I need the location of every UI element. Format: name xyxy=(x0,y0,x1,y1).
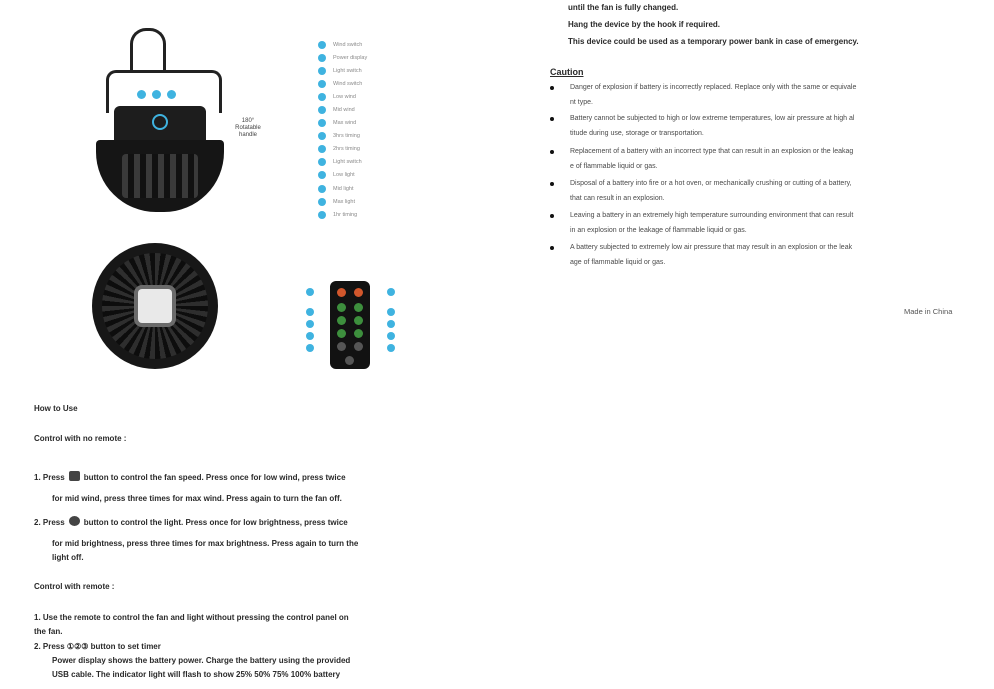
legend-item: Max light xyxy=(318,195,428,208)
legend-dot-icon xyxy=(318,80,326,88)
remote-button-icon xyxy=(354,303,363,312)
made-in-label: Made in China xyxy=(904,307,953,316)
function-legend xyxy=(318,38,428,221)
power-display-text: Power display shows the battery power. Charge the battery using the provided xyxy=(52,656,351,665)
callout-dot-icon xyxy=(306,344,314,352)
remote-instruction-1-cont: the fan. xyxy=(34,627,63,636)
legend-dot-icon xyxy=(318,171,326,179)
legend-item: Max wind xyxy=(318,117,428,130)
remote-button-icon xyxy=(337,303,346,312)
no-remote-heading: Control with no remote : xyxy=(34,434,127,443)
legend-dot-icon xyxy=(318,41,326,49)
bullet-icon xyxy=(550,86,554,90)
remote-power-button-icon xyxy=(337,288,346,297)
usage-note: This device could be used as a temporary power bank in case of emergency. xyxy=(568,37,859,46)
remote-button-icon xyxy=(337,329,346,338)
legend-dot-icon xyxy=(318,106,326,114)
legend-dot-icon xyxy=(318,67,326,75)
indicator-lights xyxy=(137,90,176,99)
callout-dot-icon xyxy=(387,288,395,296)
caution-bullet: A battery subjected to extremely low air pressure that may result in an explosion or the leak age of flammable liquid or gas. xyxy=(550,240,975,270)
led-light-panel xyxy=(138,289,172,323)
caution-bullet: Danger of explosion if battery is incorrectly replaced. Replace only with the same or equivale nt type. xyxy=(550,80,975,110)
legend-item: 2hrs timing xyxy=(318,143,428,156)
fan-grille xyxy=(122,154,198,198)
caution-title: Caution xyxy=(550,67,584,77)
remote-instruction-2: 2. Press ①②③ button to set timer xyxy=(34,642,161,651)
remote-instruction-1: 1. Use the remote to control the fan and light without pressing the control panel on xyxy=(34,613,349,622)
callout-dot-icon xyxy=(387,320,395,328)
remote-control-illustration xyxy=(330,281,370,369)
handle-callout: 180° Rotatable handle xyxy=(235,118,261,138)
instruction-2-cont: for mid brightness, press three times for max brightness. Press again to turn the xyxy=(52,539,359,548)
remote-button-icon xyxy=(345,356,354,365)
bullet-icon xyxy=(550,117,554,121)
legend-dot-icon xyxy=(318,54,326,62)
instruction-2: 2. Press button to control the light. Press once for low brightness, press twice xyxy=(34,518,348,527)
legend-dot-icon xyxy=(318,93,326,101)
callout-dot-icon xyxy=(387,344,395,352)
instruction-1-cont: for mid wind, press three times for max wind. Press again to turn the fan off. xyxy=(52,494,342,503)
bullet-icon xyxy=(550,150,554,154)
remote-button-icon xyxy=(354,342,363,351)
remote-button-icon xyxy=(337,316,346,325)
bullet-icon xyxy=(550,214,554,218)
callout-dot-icon xyxy=(306,332,314,340)
callout-dot-icon xyxy=(306,288,314,296)
instruction-1: 1. Press button to control the fan speed. Press once for low wind, press twice xyxy=(34,473,346,482)
callout-dot-icon xyxy=(387,332,395,340)
light-button-icon xyxy=(69,516,80,526)
legend-dot-icon xyxy=(318,132,326,140)
fan-front-illustration xyxy=(92,243,218,369)
remote-heading: Control with remote : xyxy=(34,582,115,591)
fan-side-illustration xyxy=(92,28,262,218)
power-button-icon xyxy=(152,114,168,130)
legend-item: Wind switch xyxy=(318,38,428,51)
remote-button-icon xyxy=(354,316,363,325)
bullet-icon xyxy=(550,182,554,186)
legend-item: Light switch xyxy=(318,64,428,77)
caution-bullet: Leaving a battery in an extremely high temperature surrounding environment that can result in an explosion or the leakage of flammable liquid or gas. xyxy=(550,208,975,238)
legend-item: Mid light xyxy=(318,182,428,195)
remote-button-icon xyxy=(354,329,363,338)
hanging-hook xyxy=(130,28,166,71)
usage-note: until the fan is fully changed. xyxy=(568,3,679,12)
legend-item: Low wind xyxy=(318,90,428,103)
bullet-icon xyxy=(550,246,554,250)
remote-power-button-icon xyxy=(354,288,363,297)
legend-item: 3hrs timing xyxy=(318,130,428,143)
legend-dot-icon xyxy=(318,145,326,153)
caution-bullet: Disposal of a battery into fire or a hot oven, or mechanically crushing or cutting of a battery, that can result in an explosion. xyxy=(550,176,975,206)
caution-bullet: Battery cannot be subjected to high or low extreme temperatures, low air pressure at high al titude during use, storage or transportation. xyxy=(550,111,975,141)
legend-dot-icon xyxy=(318,158,326,166)
legend-item: 1hr timing xyxy=(318,208,428,221)
legend-item: Light switch xyxy=(318,156,428,169)
legend-dot-icon xyxy=(318,185,326,193)
callout-dot-icon xyxy=(306,320,314,328)
callout-dot-icon xyxy=(387,308,395,316)
usage-note: Hang the device by the hook if required. xyxy=(568,20,721,29)
power-display-text: USB cable. The indicator light will flash to show 25% 50% 75% 100% battery xyxy=(52,670,341,679)
caution-bullet: Replacement of a battery with an incorrect type that can result in an explosion or the leakag e of flammable liquid or gas. xyxy=(550,144,975,174)
callout-dot-icon xyxy=(306,308,314,316)
legend-item: Power display xyxy=(318,51,428,64)
legend-item: Wind switch xyxy=(318,77,428,90)
remote-button-icon xyxy=(337,342,346,351)
fan-button-icon xyxy=(69,471,80,481)
legend-dot-icon xyxy=(318,119,326,127)
how-to-use-title: How to Use xyxy=(34,404,78,413)
instruction-2-cont: light off. xyxy=(52,553,84,562)
legend-dot-icon xyxy=(318,211,326,219)
legend-item: Mid wind xyxy=(318,103,428,116)
legend-dot-icon xyxy=(318,198,326,206)
legend-item: Low light xyxy=(318,169,428,182)
